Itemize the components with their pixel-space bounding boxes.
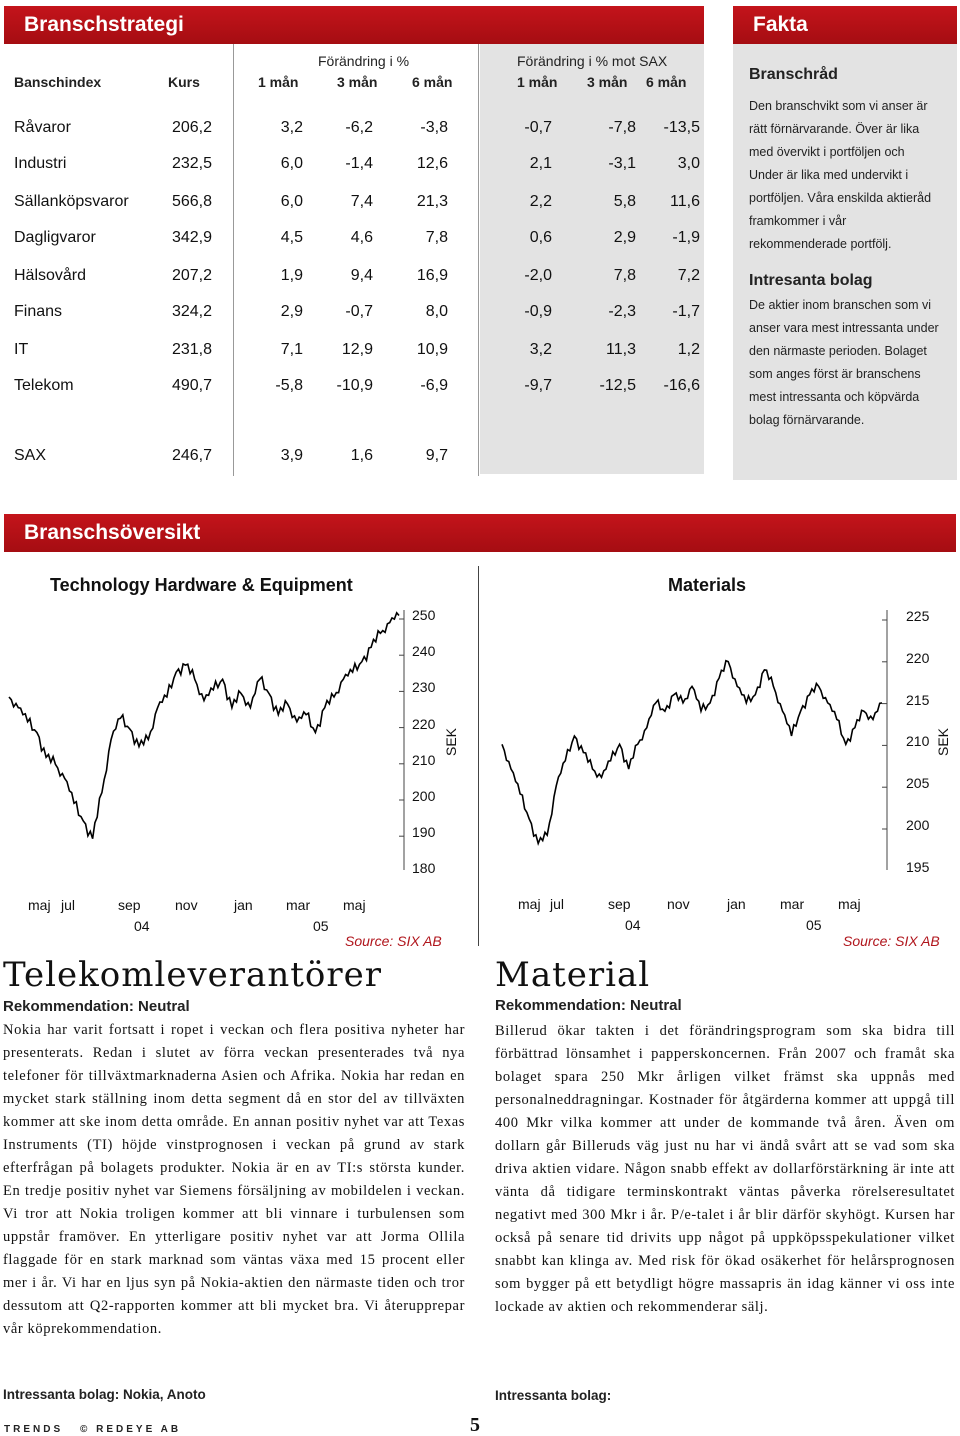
strategy-cell-s6: -13,5 [663,119,700,136]
article-right-recommendation: Rekommendation: Neutral [495,997,682,1014]
chart-x-tick-label: sep [118,897,141,913]
strategy-cell-s1: -2,0 [524,267,552,284]
article-right-interesting: Intressanta bolag: [495,1388,612,1403]
fakta-branschrad-text: Den branschvikt som vi anser är rätt förnärvarande. Över är lika med övervikt i portföljen och Under är lika med undervikt i portföljen. Våra enskilda aktieråd framkommer i vår rekommenderade portfölj. [749,99,932,251]
chart-series-line [502,661,882,844]
strategy-header [4,6,704,44]
chart-y-tick-label: 210 [412,751,436,768]
sax-c1: 3,9 [280,447,303,464]
strategy-cell-s3: 2,9 [613,229,636,246]
strategy-cell-name: Råvaror [14,119,71,136]
sax-c3: 1,6 [350,447,373,464]
chart-x-tick-label: nov [175,897,198,913]
chart2-source: Source: SIX AB [843,933,940,949]
sax-kurs: 246,7 [171,447,212,464]
fakta-title: Fakta [753,13,808,36]
fakta-intresanta-text: De aktier inom branschen som vi anser vara mest intressanta under den närmaste perioden. Bolaget som anges först är branschens mest intressanta och köpvärda bolag förnärvarande. [749,298,939,427]
strategy-cell-c3: 12,9 [341,341,373,358]
strategy-cell-kurs: 324,2 [171,303,212,320]
strategy-cell-c6: 21,3 [416,193,448,210]
chart-y-tick-label: 240 [412,643,436,660]
strategy-cell-name: Sällanköpsvaror [14,193,129,210]
chart-x-year-label: 05 [313,918,329,934]
strategy-cell-c3: -10,9 [336,377,373,394]
chart-y-tick-label: 200 [412,788,436,804]
group-sax-header: Förändring i % mot SAX [517,53,668,69]
strategy-cell-c1: 4,5 [280,229,303,246]
col-6m-header: 6 mån [412,74,453,90]
strategy-cell-s6: -1,9 [672,229,700,246]
strategy-cell-s6: -1,7 [672,303,700,320]
chart-x-tick-label: jan [727,896,746,912]
strategy-cell-c3: 4,6 [350,229,373,246]
strategy-cell-c6: 16,9 [416,267,448,284]
strategy-cell-s3: -2,3 [608,303,636,320]
article-left-body: Nokia har varit fortsatt i ropet i veckan och flera positiva nyheter har presenterats. Redan i slutet av förra veckan presenterades två nya telefoner för tillväxtmarknaderna Asien och Afrika. Nokia har redan en mycket stark ställning inom detta segment då en stor del av tillväxten kommer att ske inom detta område. En annan positiv nyhet var att Texas Instruments (TI) höjde vinstprognosen i veckan på grund av stark efterfrågan på bolagets produkter. Nokia är en av TI:s största kunder. En tredje positiv nyhet var Siemens försäljning av mobildelen i veckan. Vi tror att Nokia troligen kommer att bli vinnare i turbulensen som uppstår framöver. En ytterligare positiv nyhet var att Jorma Ollila flaggade för en stark marknad som väntas växa med 15 procent eller mer i år. Vi har en ljus syn på Nokia-aktien den närmaste tiden och tror dessutom att Q2-rapporten kommer att bli mycket bra. Vi återupprepar vår köprekommendation. [3,1022,465,1337]
strategy-cell-kurs: 342,9 [171,229,212,246]
chart1-source: Source: SIX AB [345,933,442,949]
overview-title: Branschsöversikt [24,521,201,544]
chart-x-tick-label: nov [667,896,690,912]
strategy-cell-s6: 11,6 [670,193,700,210]
footer-copyright: © REDEYE AB [80,1424,182,1435]
chart2-title: Materials [668,575,747,595]
chart-y-tick-label: 190 [412,824,436,841]
strategy-cell-s1: -0,9 [524,303,552,320]
strategy-cell-s1: 2,2 [529,193,552,210]
col-sax-6m-header: 6 mån [646,74,687,90]
chart1-ylabel: SEK [443,727,459,756]
strategy-cell-kurs: 232,5 [171,155,212,172]
strategy-shade [480,44,704,474]
strategy-cell-s1: -9,7 [524,377,552,394]
strategy-cell-c1: -5,8 [275,377,303,394]
strategy-cell-c1: 1,9 [280,267,303,284]
chart-y-tick-label: 200 [906,817,930,833]
strategy-cell-s1: 3,2 [529,341,552,358]
article-left-interesting: Intressanta bolag: Nokia, Anoto [3,1387,206,1402]
strategy-cell-s1: 2,1 [529,155,552,172]
strategy-cell-s3: 7,8 [613,267,636,284]
fakta-intresanta-heading: Intresanta bolag [749,272,873,289]
chart2-ylabel: SEK [935,727,951,756]
strategy-cell-c1: 6,0 [280,155,303,172]
strategy-cell-kurs: 566,8 [171,193,212,210]
chart-x-tick-label: maj [838,896,861,912]
strategy-cell-name: Telekom [14,377,74,394]
chart-y-tick-label: 210 [906,733,930,750]
sax-c6: 9,7 [425,447,448,464]
chart1-plot [5,610,405,870]
strategy-cell-s1: -0,7 [524,119,552,136]
chart-x-tick-label: jul [61,897,76,913]
chart-y-tick-label: 220 [906,649,930,666]
strategy-cell-s6: -16,6 [663,377,700,394]
article-right-title: Material [495,955,651,995]
strategy-cell-c3: -1,4 [345,155,373,172]
chart-y-tick-label: 215 [906,691,930,708]
strategy-cell-c6: -6,9 [420,377,448,394]
chart-series-line [9,613,399,839]
strategy-cell-kurs: 207,2 [171,267,212,284]
strategy-cell-s3: -3,1 [608,155,636,172]
chart-x-tick-label: maj [343,897,366,913]
chart-y-tick-label: 250 [412,607,436,623]
col-kurs-header: Kurs [168,74,200,90]
chart-y-tick-label: 230 [412,679,436,696]
chart-y-tick-label: 220 [412,715,436,732]
chart-x-year-label: 04 [134,918,150,934]
col-sax-3m-header: 3 mån [587,74,628,90]
strategy-cell-kurs: 490,7 [171,377,212,394]
chart-x-tick-label: mar [780,896,805,912]
chart-y-tick-label: 180 [412,860,436,877]
strategy-cell-s6: 3,0 [677,155,700,172]
chart-x-tick-label: mar [286,897,311,913]
chart-x-tick-label: jul [550,896,565,912]
chart2-plot [498,610,888,870]
chart-x-tick-label: maj [518,896,541,912]
strategy-cell-s3: 5,8 [613,193,636,210]
article-left-recommendation: Rekommendation: Neutral [3,998,190,1015]
strategy-cell-c3: -6,2 [345,119,373,136]
chart-x-tick-label: maj [28,897,51,913]
divider-kurs [233,44,234,476]
strategy-cell-c6: 8,0 [425,303,448,320]
strategy-cell-s6: 1,2 [677,341,700,358]
chart1-left-rule [478,566,479,946]
strategy-cell-c1: 6,0 [280,193,303,210]
strategy-cell-c1: 7,1 [280,341,303,358]
strategy-title: Branschstrategi [24,13,184,36]
group-change-header: Förändring i % [318,53,410,69]
strategy-cell-s6: 7,2 [677,267,700,284]
chart1-title: Technology Hardware & Equipment [50,575,353,595]
fakta-branschrad-heading: Branschråd [749,66,838,83]
chart-x-tick-label: sep [608,896,631,912]
chart-y-tick-label: 205 [906,775,930,792]
strategy-cell-c6: 7,8 [425,229,448,246]
strategy-cell-c3: 9,4 [350,267,373,284]
strategy-cell-s3: 11,3 [606,341,636,358]
article-right-body: Billerud ökar takten i det förändringsprogram som ska bidra till förbättrad lönsamhet i papperskoncernen. Från 2007 och framåt ska bolaget spara 250 Mkr årligen vilket främst ska uppnås med personalneddragningar. Kostnader för åtgärderna kommer att uppgå till 400 Mkr vilka kommer att under de kommande två åren. Även om dollarn går Billeruds väg just nu har vi ändå svårt att se vad som ska driva aktien vidare. Någon snabb effekt av dollarförstärkning är inte att vänta då tidigare terminskontrakt väntas påverka rörelseresultatet negativt med 300 Mkr i år. P/e-talet i år blir därför skyhögt. Kursen har också på senare tid drivits upp något på uppköpsspekulationer vilket snabbt kan klinga av. Med risk för ökad osäkerhet för helårsprognosen som bygger på ett betydligt högre massapris än idag känner vi oss inte lockade av aktien och rekommenderar sälj. [495,1023,955,1315]
strategy-cell-c3: -0,7 [345,303,373,320]
strategy-cell-name: IT [14,341,29,358]
col-index-header: Banschindex [14,74,102,90]
strategy-cell-name: Dagligvaror [14,229,96,246]
chart-x-tick-label: jan [234,897,253,913]
chart-x-year-label: 05 [806,917,822,933]
strategy-cell-c3: 7,4 [350,193,373,210]
strategy-cell-name: Finans [14,303,63,320]
divider-change [478,44,479,476]
strategy-cell-c1: 2,9 [280,303,303,320]
strategy-cell-kurs: 206,2 [171,119,212,136]
chart-y-tick-label: 225 [906,608,930,624]
chart-x-year-label: 04 [625,917,641,933]
overview-header [4,514,956,552]
strategy-cell-name: Industri [14,155,67,172]
footer-brand: TRENDS [4,1424,64,1435]
strategy-cell-name: Hälsovård [14,267,87,284]
chart-y-tick-label: 195 [906,858,930,875]
page-number: 5 [470,1414,480,1436]
fakta-header [733,6,957,44]
strategy-cell-s3: -7,8 [608,119,636,136]
col-1m-header: 1 mån [258,74,299,90]
sax-name: SAX [14,447,47,464]
strategy-cell-c1: 3,2 [280,119,303,136]
col-sax-1m-header: 1 mån [517,74,558,90]
strategy-cell-s1: 0,6 [529,229,552,246]
article-left-title: Telekomleverantörer [3,955,382,995]
strategy-cell-s3: -12,5 [599,377,636,394]
strategy-cell-c6: 10,9 [416,341,448,358]
strategy-cell-c6: -3,8 [420,119,448,136]
strategy-cell-c6: 12,6 [416,155,448,172]
col-3m-header: 3 mån [337,74,378,90]
strategy-cell-kurs: 231,8 [171,341,212,358]
